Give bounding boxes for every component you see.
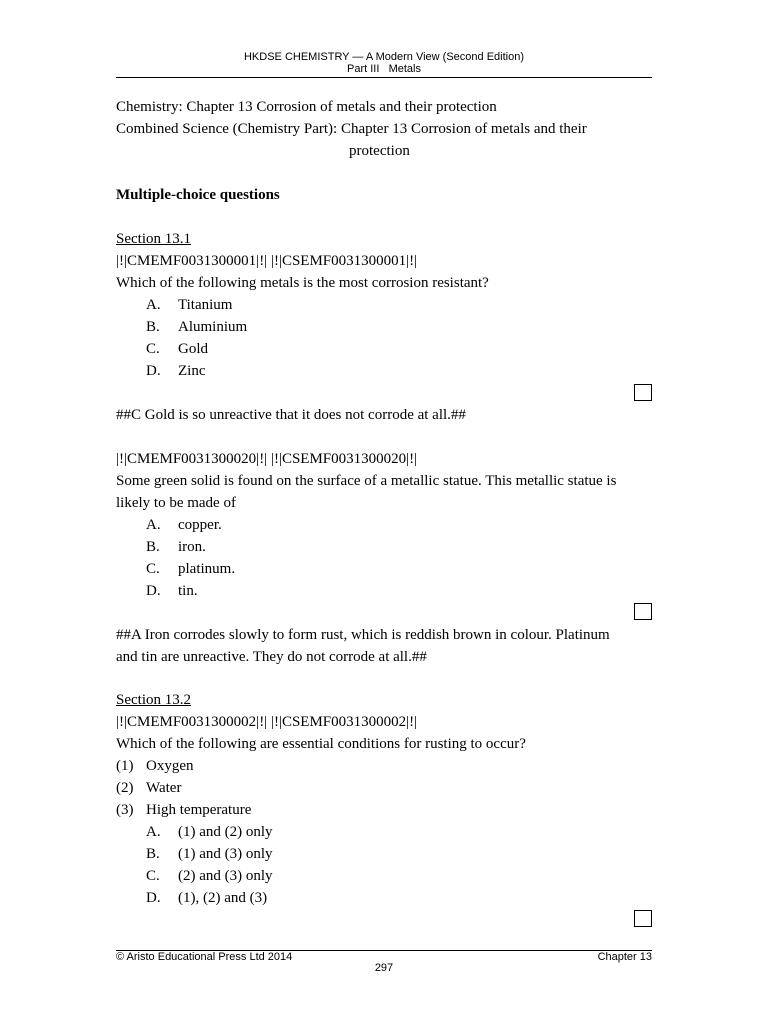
option-text: (1) and (2) only (178, 824, 273, 840)
option-a (146, 294, 232, 316)
question-stem: Some green solid is found on the surface of a metallic statue. This metallic statue is (116, 473, 617, 489)
statement-text: High temperature (146, 802, 252, 818)
statement-text: Oxygen (146, 758, 194, 774)
combined-science-line-cont: protection (349, 143, 410, 159)
option-c (146, 558, 235, 580)
option-c (146, 338, 208, 360)
option-letter: D. (146, 890, 161, 906)
option-letter: C. (146, 341, 160, 357)
option-letter: D. (146, 363, 161, 379)
section-13-2-heading: Section 13.2 (116, 692, 191, 708)
option-text: (1) and (3) only (178, 846, 273, 862)
option-b (146, 316, 247, 338)
option-b (146, 843, 273, 865)
chemistry-chapter-line: Chemistry: Chapter 13 Corrosion of metals and their protection (116, 99, 497, 115)
option-letter: A. (146, 297, 161, 313)
option-d (146, 360, 206, 382)
combined-science-line: Combined Science (Chemistry Part): Chapter 13 Corrosion of metals and their (116, 121, 587, 137)
option-text: Zinc (178, 363, 206, 379)
option-a (146, 821, 273, 843)
answer-explanation: ##A Iron corrodes slowly to form rust, which is reddish brown in colour. Platinum (116, 627, 610, 643)
option-text: copper. (178, 517, 222, 533)
question-stem: Which of the following metals is the most corrosion resistant? (116, 275, 489, 291)
option-letter: A. (146, 824, 161, 840)
option-text: Aluminium (178, 319, 248, 335)
option-a (146, 514, 222, 536)
option-b (146, 536, 206, 558)
option-text: Gold (178, 341, 208, 357)
option-text: tin. (178, 583, 198, 599)
header-rule (116, 77, 652, 78)
statement-number: (1) (116, 758, 134, 774)
question-stem: Which of the following are essential conditions for rusting to occur? (116, 736, 526, 752)
option-text: iron. (178, 539, 206, 555)
option-letter: A. (146, 517, 161, 533)
book-title: HKDSE CHEMISTRY — A Modern View (Second Edition) (243, 51, 524, 63)
answer-explanation: ##C Gold is so unreactive that it does not corrode at all.## (116, 407, 466, 423)
statement-1 (116, 755, 194, 777)
option-d (146, 887, 267, 909)
option-c (146, 865, 273, 887)
section-13-1-heading: Section 13.1 (116, 231, 191, 247)
part-title: Part III Metals (347, 63, 421, 75)
mcq-heading: Multiple-choice questions (116, 187, 280, 203)
statement-text: Water (146, 780, 182, 796)
option-letter: C. (146, 561, 160, 577)
question-code: |!|CMEMF0031300020|!| |!|CSEMF0031300020|!| (116, 451, 418, 467)
statement-number: (3) (116, 802, 134, 818)
question-code: |!|CMEMF0031300001|!| |!|CSEMF0031300001|!| (116, 253, 418, 269)
option-letter: B. (146, 319, 160, 335)
option-text: (1), (2) and (3) (178, 890, 268, 906)
publisher-copyright: © Aristo Educational Press Ltd 2014 (116, 951, 293, 963)
answer-box[interactable] (634, 910, 652, 927)
option-text: platinum. (178, 561, 236, 577)
option-d (146, 580, 198, 602)
option-text: Titanium (178, 297, 233, 313)
footer-chapter: Chapter 13 (597, 951, 652, 963)
statement-number: (2) (116, 780, 134, 796)
option-letter: B. (146, 846, 160, 862)
answer-explanation-cont: and tin are unreactive. They do not corrode at all.## (116, 649, 427, 665)
question-stem-cont: likely to be made of (116, 495, 236, 511)
page-number: 297 (374, 962, 394, 974)
answer-box[interactable] (634, 603, 652, 620)
option-letter: B. (146, 539, 160, 555)
answer-box[interactable] (634, 384, 652, 401)
statement-2 (116, 777, 181, 799)
option-letter: D. (146, 583, 161, 599)
option-text: (2) and (3) only (178, 868, 273, 884)
option-letter: C. (146, 868, 160, 884)
statement-3 (116, 799, 251, 821)
question-code: |!|CMEMF0031300002|!| |!|CSEMF0031300002|!| (116, 714, 418, 730)
